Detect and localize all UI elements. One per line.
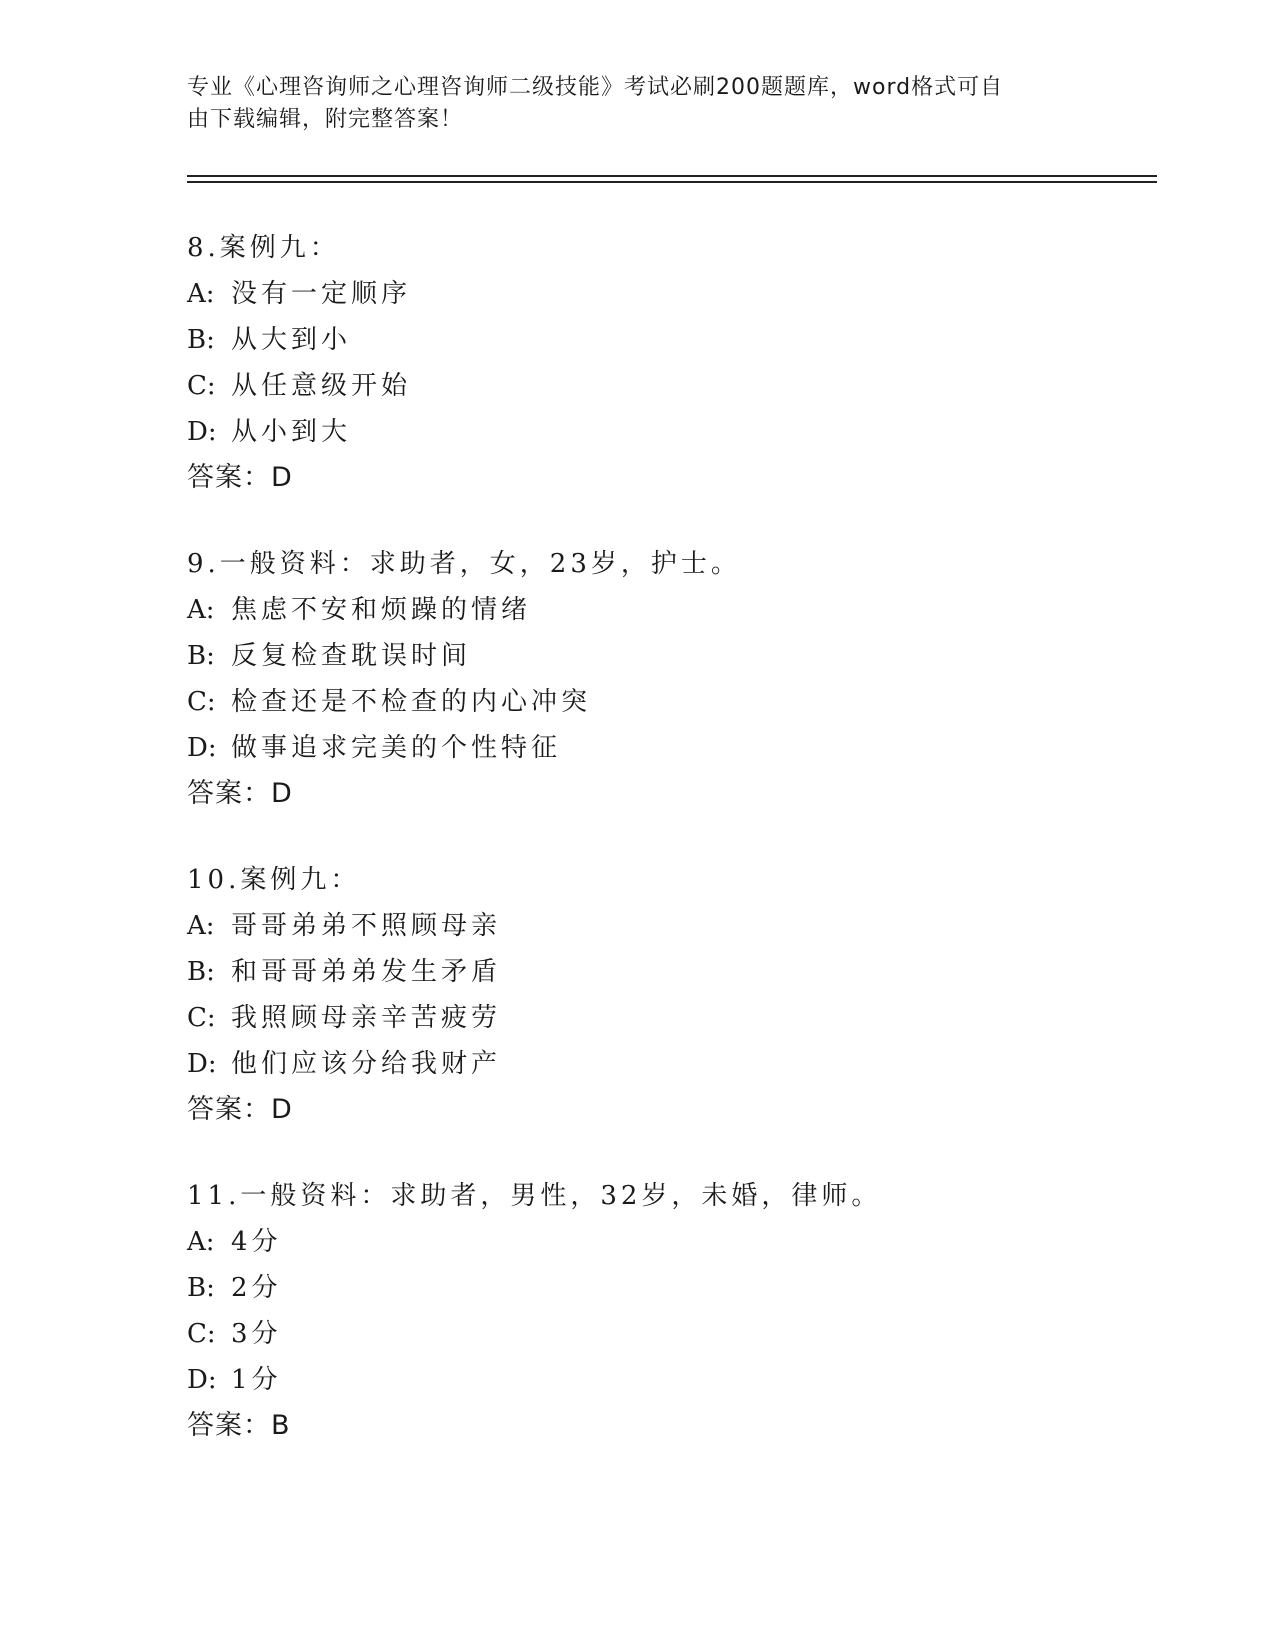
- option-text: 3分: [231, 1319, 282, 1349]
- option-a: [187, 271, 1147, 317]
- option-text: 从大到小: [231, 325, 352, 355]
- document-header: [187, 72, 1067, 136]
- question-title: 9.一般资料：求助者，女，23岁，护士。: [187, 549, 741, 579]
- option-key: C:: [187, 687, 216, 717]
- option-a: [187, 1219, 1147, 1265]
- option-key: D:: [187, 1049, 217, 1079]
- option-text: 焦虑不安和烦躁的情绪: [231, 595, 532, 625]
- option-text: 和哥哥弟弟发生矛盾: [231, 957, 502, 987]
- option-key: D:: [187, 1365, 217, 1395]
- option-c: [187, 363, 1147, 409]
- option-text: 反复检查耽误时间: [231, 641, 472, 671]
- option-key: C:: [187, 371, 216, 401]
- header-line-1: 专业《心理咨询师之心理咨询师二级技能》考试必刷200题题库，word格式可自: [187, 75, 1004, 100]
- option-a: [187, 903, 1147, 949]
- option-text: 1分: [231, 1365, 282, 1395]
- option-key: C:: [187, 1003, 216, 1033]
- option-key: A:: [187, 911, 215, 941]
- question-block: [187, 857, 1147, 1133]
- option-text: 从任意级开始: [231, 371, 412, 401]
- question-title: 8.案例九：: [187, 233, 340, 263]
- option-text: 从小到大: [231, 417, 352, 447]
- option-b: [187, 949, 1147, 995]
- question-block: [187, 541, 1147, 817]
- option-key: B:: [187, 1273, 215, 1303]
- question-title: 11.一般资料：求助者，男性，32岁，未婚，律师。: [187, 1181, 882, 1211]
- option-text: 做事追求完美的个性特征: [231, 733, 562, 763]
- option-b: [187, 317, 1147, 363]
- answer-line: 答案：D: [187, 778, 293, 809]
- option-d: [187, 1357, 1147, 1403]
- option-text: 没有一定顺序: [231, 279, 412, 309]
- option-key: B:: [187, 957, 215, 987]
- question-block: [187, 1173, 1147, 1449]
- option-key: D:: [187, 417, 217, 447]
- question-block: [187, 225, 1147, 501]
- option-text: 检查还是不检查的内心冲突: [231, 687, 592, 717]
- option-text: 我照顾母亲辛苦疲劳: [231, 1003, 502, 1033]
- option-text: 4分: [231, 1227, 282, 1257]
- option-text: 他们应该分给我财产: [231, 1049, 502, 1079]
- option-c: [187, 995, 1147, 1041]
- header-divider-bottom: [187, 181, 1157, 183]
- question-title: 10.案例九：: [187, 865, 361, 895]
- option-key: C:: [187, 1319, 216, 1349]
- option-a: [187, 587, 1147, 633]
- option-d: [187, 409, 1147, 455]
- answer-line: 答案：D: [187, 462, 293, 493]
- header-divider-top: [187, 175, 1157, 177]
- option-key: B:: [187, 641, 215, 671]
- option-key: A:: [187, 1227, 215, 1257]
- answer-line: 答案：D: [187, 1094, 293, 1125]
- option-d: [187, 1041, 1147, 1087]
- option-b: [187, 633, 1147, 679]
- option-key: A:: [187, 279, 215, 309]
- option-text: 哥哥弟弟不照顾母亲: [231, 911, 502, 941]
- option-b: [187, 1265, 1147, 1311]
- option-key: A:: [187, 595, 215, 625]
- option-c: [187, 1311, 1147, 1357]
- option-key: B:: [187, 325, 215, 355]
- answer-line: 答案：B: [187, 1410, 291, 1441]
- header-line-2: 由下载编辑，附完整答案！: [187, 107, 464, 132]
- option-key: D:: [187, 733, 217, 763]
- option-text: 2分: [231, 1273, 282, 1303]
- option-d: [187, 725, 1147, 771]
- option-c: [187, 679, 1147, 725]
